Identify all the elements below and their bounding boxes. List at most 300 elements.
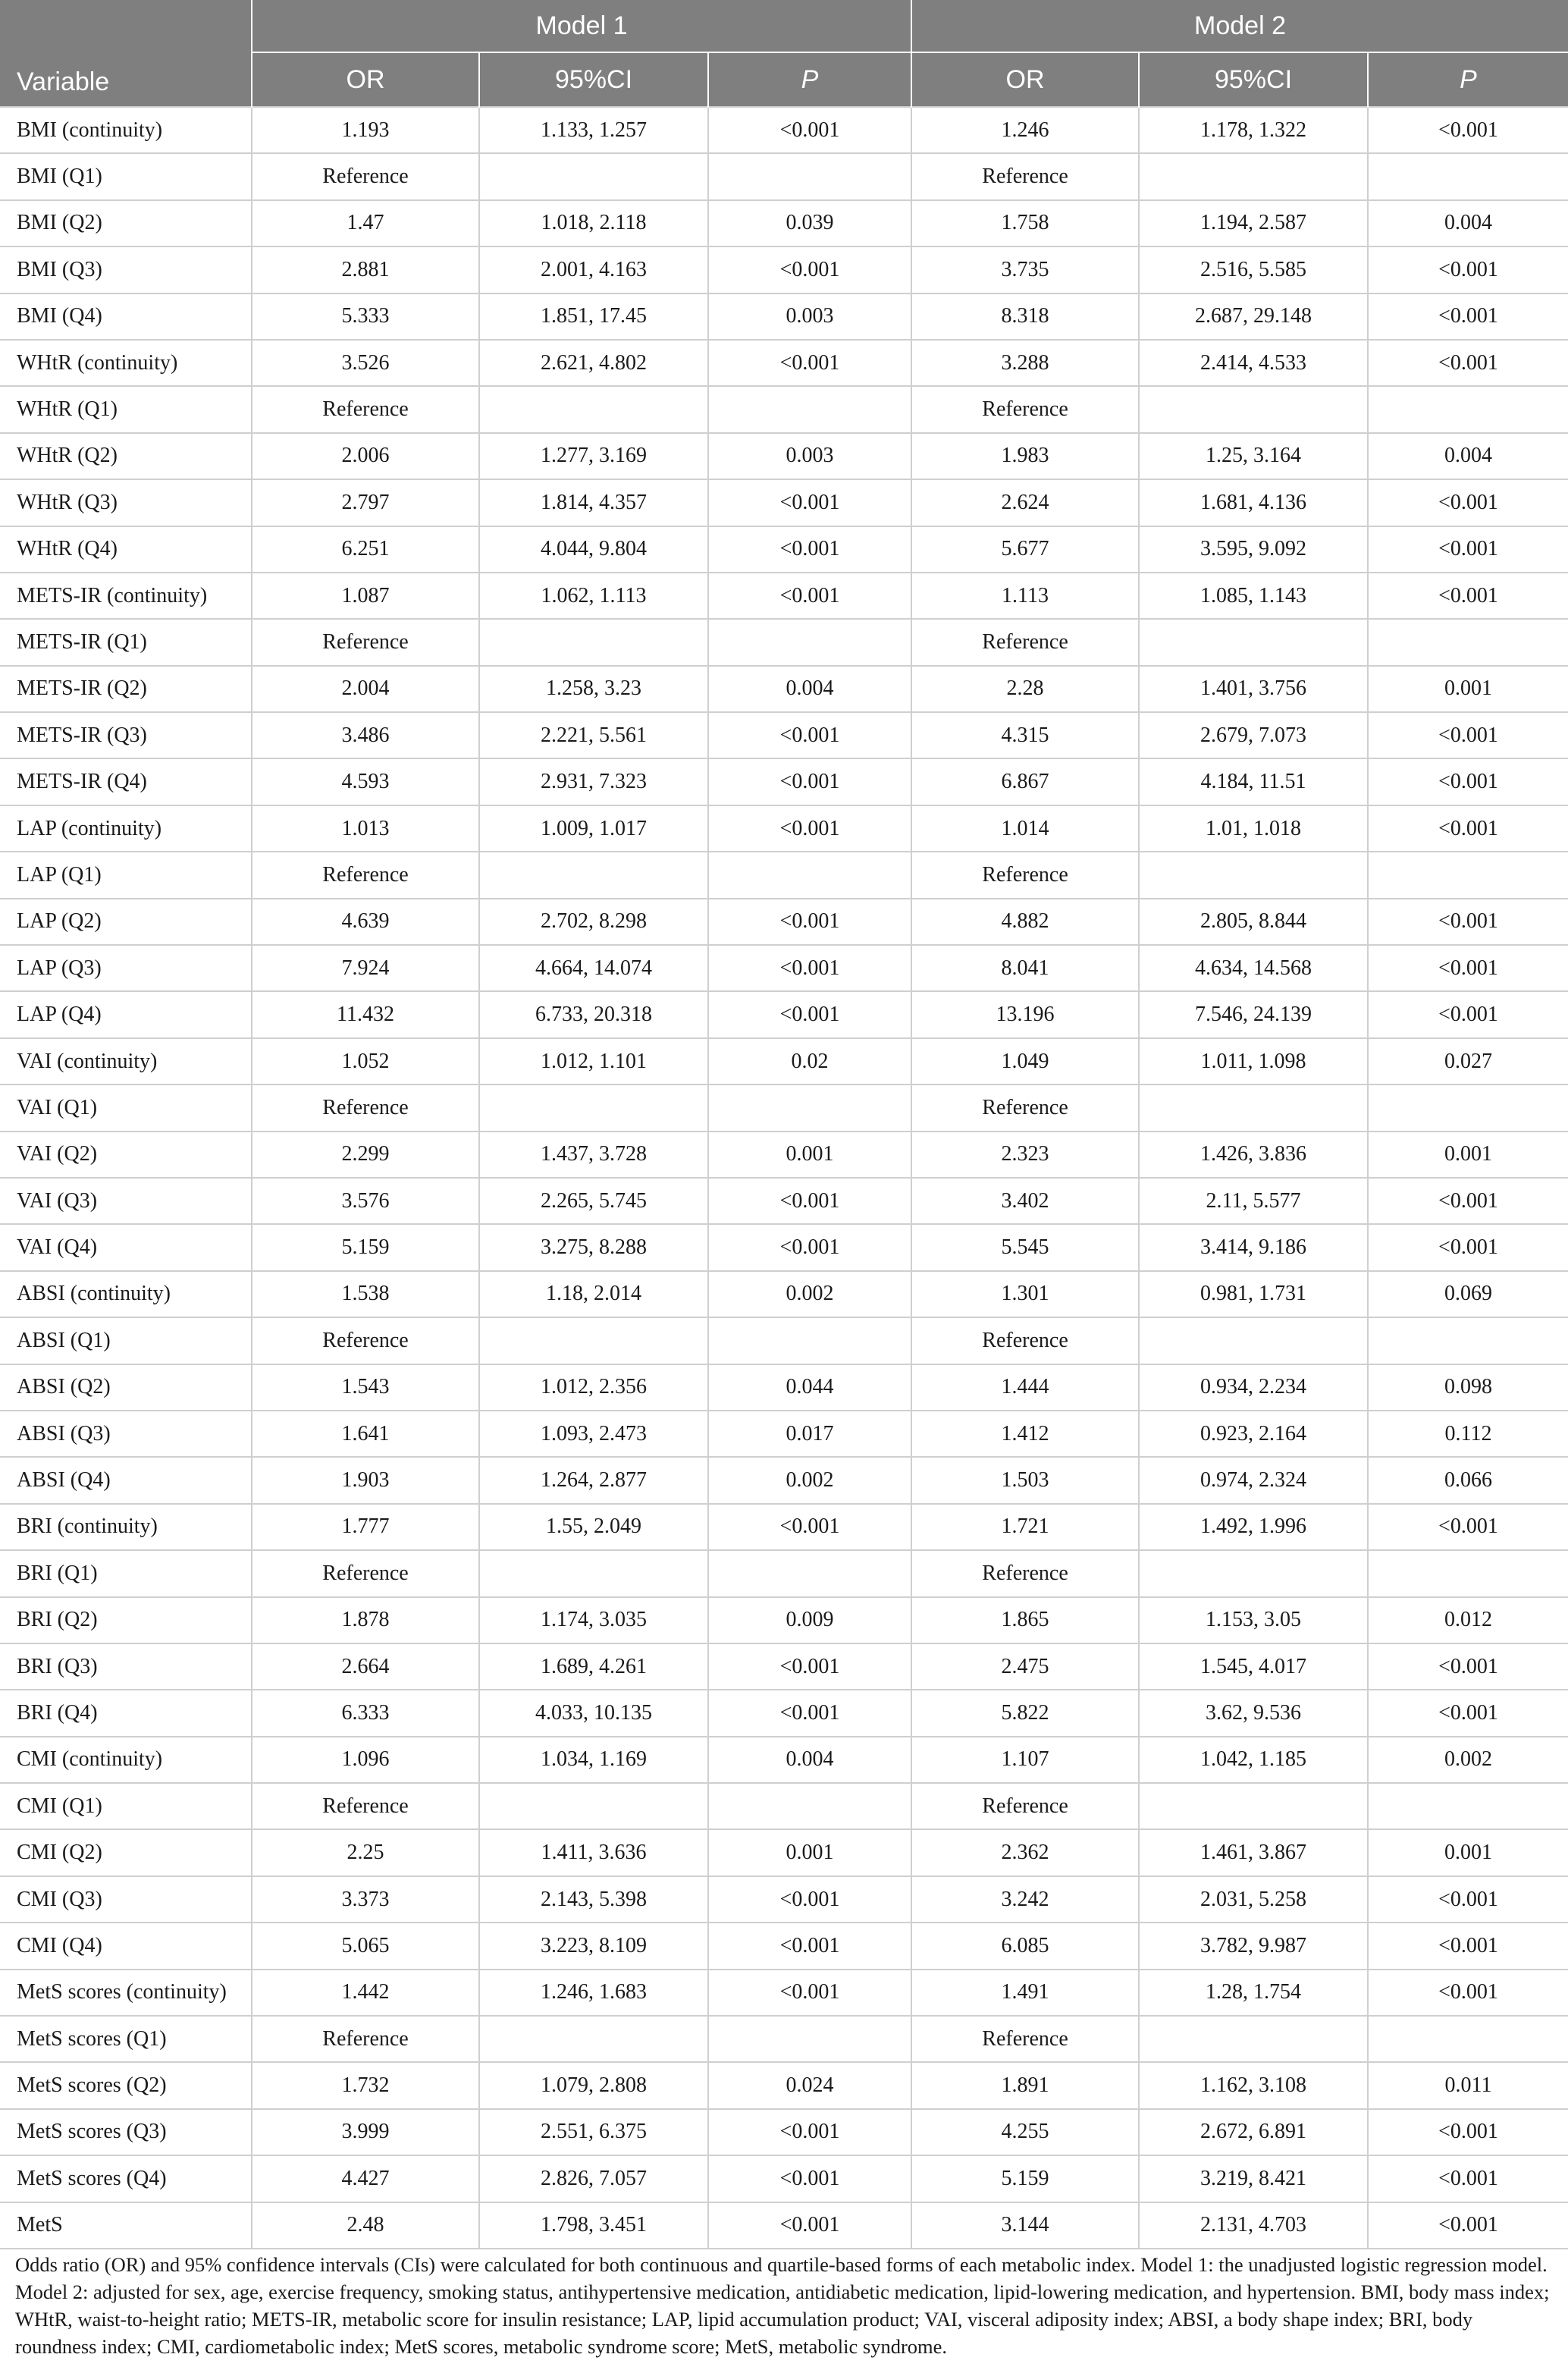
model1-or-cell: 2.664 [252, 1643, 479, 1690]
model2-p-cell [1368, 1550, 1568, 1596]
model2-ci-cell: 1.28, 1.754 [1139, 1970, 1368, 2016]
model2-ci-cell: 3.782, 9.987 [1139, 1923, 1368, 1969]
model1-or-cell: Reference [252, 852, 479, 898]
model2-or-cell: 2.624 [911, 479, 1139, 526]
variable-cell: VAI (Q1) [0, 1084, 252, 1131]
table-row [0, 1550, 1568, 1596]
model1-or-cell: Reference [252, 153, 479, 199]
table-row [0, 293, 1568, 340]
model2-ci-cell: 0.923, 2.164 [1139, 1411, 1368, 1457]
model1-p-cell: <0.001 [708, 573, 911, 619]
model2-ci-cell: 0.974, 2.324 [1139, 1457, 1368, 1503]
model2-ci-cell: 2.11, 5.577 [1139, 1178, 1368, 1224]
model2-p-cell: <0.001 [1368, 2202, 1568, 2249]
model2-or-cell: 3.735 [911, 246, 1139, 293]
model1-ci-cell: 1.034, 1.169 [479, 1737, 708, 1783]
model1-or-cell: 1.442 [252, 1970, 479, 2016]
variable-cell: BMI (Q3) [0, 246, 252, 293]
model1-or-cell: 1.543 [252, 1364, 479, 1411]
model1-p-cell [708, 852, 911, 898]
model1-p-cell: <0.001 [708, 1690, 911, 1736]
model1-p-cell [708, 386, 911, 432]
table-row [0, 945, 1568, 991]
table-row [0, 1643, 1568, 1690]
model2-ci-cell: 4.634, 14.568 [1139, 945, 1368, 991]
model2-ci-cell: 7.546, 24.139 [1139, 991, 1368, 1037]
model2-p-cell: 0.098 [1368, 1364, 1568, 1411]
model2-or-cell: 1.983 [911, 433, 1139, 479]
model1-or-cell: 1.777 [252, 1504, 479, 1550]
model2-p-cell: <0.001 [1368, 1178, 1568, 1224]
model1-ci-cell: 1.258, 3.23 [479, 666, 708, 712]
model2-ci-cell [1139, 153, 1368, 199]
table-row [0, 1457, 1568, 1503]
model2-p-cell [1368, 153, 1568, 199]
model1-p-cell: <0.001 [708, 1923, 911, 1969]
model2-p-cell: 0.066 [1368, 1457, 1568, 1503]
variable-cell: BMI (Q4) [0, 293, 252, 340]
table-row [0, 107, 1568, 153]
model2-or-cell: Reference [911, 153, 1139, 199]
variable-cell: CMI (Q2) [0, 1829, 252, 1875]
model1-ci-cell: 1.18, 2.014 [479, 1271, 708, 1317]
model1-p-cell [708, 2016, 911, 2062]
variable-cell: MetS scores (continuity) [0, 1970, 252, 2016]
table-row [0, 2062, 1568, 2108]
table-row [0, 1504, 1568, 1550]
model1-ci-cell [479, 386, 708, 432]
model2-or-cell: Reference [911, 2016, 1139, 2062]
model1-ci-cell [479, 153, 708, 199]
model1-or-cell: 1.878 [252, 1597, 479, 1643]
model1-ci-cell: 2.001, 4.163 [479, 246, 708, 293]
table-row [0, 2109, 1568, 2155]
model1-p-cell: <0.001 [708, 340, 911, 386]
model2-ci-cell [1139, 1317, 1368, 1364]
model1-ci-cell: 3.223, 8.109 [479, 1923, 708, 1969]
model1-or-cell: Reference [252, 386, 479, 432]
model1-or-cell: Reference [252, 2016, 479, 2062]
model1-ci-cell: 1.264, 2.877 [479, 1457, 708, 1503]
variable-cell: BRI (continuity) [0, 1504, 252, 1550]
model2-p-cell [1368, 852, 1568, 898]
model2-or-cell: 8.318 [911, 293, 1139, 340]
model1-p-cell: <0.001 [708, 899, 911, 945]
model1-ci-cell: 6.733, 20.318 [479, 991, 708, 1037]
model2-ci-cell: 1.461, 3.867 [1139, 1829, 1368, 1875]
model1-ci-cell: 1.814, 4.357 [479, 479, 708, 526]
table-row [0, 1829, 1568, 1875]
model1-ci-cell: 4.044, 9.804 [479, 526, 708, 573]
variable-cell: MetS scores (Q2) [0, 2062, 252, 2108]
model2-ci-cell: 3.219, 8.421 [1139, 2155, 1368, 2202]
model1-or-cell: Reference [252, 1550, 479, 1596]
model1-p-cell: <0.001 [708, 991, 911, 1037]
model1-or-cell: 2.797 [252, 479, 479, 526]
model2-p-cell: <0.001 [1368, 1923, 1568, 1969]
model1-or-cell: 11.432 [252, 991, 479, 1037]
model1-p-cell: 0.004 [708, 1737, 911, 1783]
table-row [0, 991, 1568, 1037]
model1-ci-cell: 1.55, 2.049 [479, 1504, 708, 1550]
model1-p-cell: 0.039 [708, 200, 911, 246]
model1-or-cell: 6.251 [252, 526, 479, 573]
variable-cell: BRI (Q3) [0, 1643, 252, 1690]
model1-or-cell: 2.004 [252, 666, 479, 712]
table-footnote: Odds ratio (OR) and 95% confidence intervals (CIs) were calculated for both continuous and quartile-based forms of each metabolic index. Model 1: the unadjusted logistic regression model. Model 2: adjusted for sex, age, exercise frequency, smoking status, antihypertensive medication, antidiabetic medication, lipid-lowering medication, and hypertension. BMI, body mass index; WHtR, waist-to-height ratio; METS-IR, metabolic score for insulin resistance; LAP, lipid accumulation product; VAI, visceral adiposity index; ABSI, a body shape index; BRI, body roundness index; CMI, cardiometabolic index; MetS scores, metabolic syndrome score; MetS, metabolic syndrome. [15, 2253, 1550, 2358]
model-2-header: Model 2 [911, 0, 1568, 52]
table-row [0, 1038, 1568, 1084]
p-header: P [708, 52, 911, 107]
model2-p-cell [1368, 386, 1568, 432]
table-row [0, 852, 1568, 898]
model1-p-cell: 0.024 [708, 2062, 911, 2108]
model2-p-cell [1368, 2016, 1568, 2062]
model1-ci-cell: 1.851, 17.45 [479, 293, 708, 340]
model2-ci-cell [1139, 1550, 1368, 1596]
model2-p-cell: <0.001 [1368, 1504, 1568, 1550]
table-row [0, 340, 1568, 386]
model2-p-cell: 0.002 [1368, 1737, 1568, 1783]
table-row [0, 1597, 1568, 1643]
model2-p-cell: <0.001 [1368, 899, 1568, 945]
model1-or-cell: 1.732 [252, 2062, 479, 2108]
model2-ci-cell: 1.681, 4.136 [1139, 479, 1368, 526]
variable-cell: WHtR (Q3) [0, 479, 252, 526]
model1-p-cell: <0.001 [708, 246, 911, 293]
model1-or-cell: 4.593 [252, 758, 479, 805]
model1-ci-cell: 1.689, 4.261 [479, 1643, 708, 1690]
model2-ci-cell: 1.401, 3.756 [1139, 666, 1368, 712]
table-row [0, 758, 1568, 805]
model1-ci-cell [479, 1317, 708, 1364]
model2-ci-cell: 2.672, 6.891 [1139, 2109, 1368, 2155]
model2-or-cell: 3.242 [911, 1876, 1139, 1923]
model-1-header: Model 1 [252, 0, 911, 52]
table-row [0, 246, 1568, 293]
variable-cell: WHtR (Q1) [0, 386, 252, 432]
model1-p-cell: <0.001 [708, 805, 911, 852]
variable-cell: VAI (Q2) [0, 1132, 252, 1178]
model2-p-cell [1368, 1084, 1568, 1131]
model2-or-cell: 1.412 [911, 1411, 1139, 1457]
model2-p-cell: <0.001 [1368, 805, 1568, 852]
model1-ci-cell: 1.411, 3.636 [479, 1829, 708, 1875]
table-row [0, 899, 1568, 945]
model1-ci-cell: 2.143, 5.398 [479, 1876, 708, 1923]
model2-or-cell: 1.107 [911, 1737, 1139, 1783]
model2-or-cell: 5.545 [911, 1224, 1139, 1270]
model2-p-cell: <0.001 [1368, 340, 1568, 386]
model1-p-cell: 0.004 [708, 666, 911, 712]
model1-ci-cell [479, 1550, 708, 1596]
model2-p-cell: <0.001 [1368, 2109, 1568, 2155]
model1-p-cell: <0.001 [708, 2109, 911, 2155]
model2-p-cell: <0.001 [1368, 1224, 1568, 1270]
model1-or-cell: 2.25 [252, 1829, 479, 1875]
model2-or-cell: 1.865 [911, 1597, 1139, 1643]
variable-cell: METS-IR (Q4) [0, 758, 252, 805]
model2-or-cell: Reference [911, 386, 1139, 432]
model1-ci-cell: 1.018, 2.118 [479, 200, 708, 246]
model1-p-cell: <0.001 [708, 1876, 911, 1923]
model2-p-cell: 0.011 [1368, 2062, 1568, 2108]
table-row [0, 479, 1568, 526]
variable-cell: WHtR (Q4) [0, 526, 252, 573]
variable-cell: CMI (continuity) [0, 1737, 252, 1783]
model1-p-cell: <0.001 [708, 526, 911, 573]
model2-or-cell: 8.041 [911, 945, 1139, 991]
model2-or-cell: 3.288 [911, 340, 1139, 386]
variable-cell: LAP (Q3) [0, 945, 252, 991]
model2-ci-cell: 2.679, 7.073 [1139, 712, 1368, 758]
variable-cell: VAI (Q4) [0, 1224, 252, 1270]
model1-ci-cell: 1.437, 3.728 [479, 1132, 708, 1178]
model2-p-cell: 0.004 [1368, 433, 1568, 479]
model2-ci-cell: 0.981, 1.731 [1139, 1271, 1368, 1317]
model2-p-cell: <0.001 [1368, 107, 1568, 153]
table-row [0, 1690, 1568, 1736]
table-row [0, 1737, 1568, 1783]
table-row [0, 1923, 1568, 1969]
variable-cell: BMI (Q1) [0, 153, 252, 199]
table-row [0, 153, 1568, 199]
model2-ci-cell: 1.492, 1.996 [1139, 1504, 1368, 1550]
model1-ci-cell: 1.009, 1.017 [479, 805, 708, 852]
model1-p-cell: 0.003 [708, 293, 911, 340]
model2-or-cell: 4.882 [911, 899, 1139, 945]
model1-ci-cell: 1.246, 1.683 [479, 1970, 708, 2016]
model2-p-cell: <0.001 [1368, 573, 1568, 619]
variable-cell: METS-IR (Q1) [0, 619, 252, 665]
model1-ci-cell: 4.033, 10.135 [479, 1690, 708, 1736]
model2-p-cell [1368, 1783, 1568, 1829]
table-row [0, 2202, 1568, 2249]
table-row [0, 1876, 1568, 1923]
model1-p-cell: <0.001 [708, 2155, 911, 2202]
model2-or-cell: 1.049 [911, 1038, 1139, 1084]
model1-p-cell: <0.001 [708, 712, 911, 758]
model2-p-cell: <0.001 [1368, 712, 1568, 758]
model2-p-cell: <0.001 [1368, 945, 1568, 991]
variable-cell: WHtR (continuity) [0, 340, 252, 386]
variable-cell: LAP (Q1) [0, 852, 252, 898]
model2-ci-cell: 3.62, 9.536 [1139, 1690, 1368, 1736]
model2-p-cell: 0.027 [1368, 1038, 1568, 1084]
model2-or-cell: Reference [911, 1317, 1139, 1364]
model2-or-cell: 4.255 [911, 2109, 1139, 2155]
model2-ci-cell: 1.085, 1.143 [1139, 573, 1368, 619]
table-row [0, 1783, 1568, 1829]
model1-p-cell: 0.017 [708, 1411, 911, 1457]
table-row [0, 805, 1568, 852]
model2-ci-cell [1139, 2016, 1368, 2062]
table-row [0, 1084, 1568, 1131]
model1-p-cell: <0.001 [708, 479, 911, 526]
model2-or-cell: 5.159 [911, 2155, 1139, 2202]
model-header-row [0, 0, 1568, 52]
model2-or-cell: 3.402 [911, 1178, 1139, 1224]
variable-cell: METS-IR (continuity) [0, 573, 252, 619]
model2-ci-cell [1139, 386, 1368, 432]
model1-or-cell: 1.193 [252, 107, 479, 153]
model1-p-cell: 0.001 [708, 1132, 911, 1178]
model1-ci-cell: 2.931, 7.323 [479, 758, 708, 805]
model2-p-cell: <0.001 [1368, 1970, 1568, 2016]
model2-or-cell: Reference [911, 852, 1139, 898]
table-row [0, 1271, 1568, 1317]
table-row [0, 619, 1568, 665]
model2-p-cell: <0.001 [1368, 2155, 1568, 2202]
model2-p-cell: <0.001 [1368, 293, 1568, 340]
model2-ci-cell: 3.595, 9.092 [1139, 526, 1368, 573]
model2-ci-cell: 1.01, 1.018 [1139, 805, 1368, 852]
model2-p-cell: 0.001 [1368, 666, 1568, 712]
model1-ci-cell [479, 852, 708, 898]
model1-or-cell: 3.526 [252, 340, 479, 386]
model1-p-cell: <0.001 [708, 945, 911, 991]
model1-or-cell: 5.159 [252, 1224, 479, 1270]
model2-or-cell: 4.315 [911, 712, 1139, 758]
model1-or-cell: 1.47 [252, 200, 479, 246]
model1-or-cell: 2.48 [252, 2202, 479, 2249]
model1-p-cell: 0.002 [708, 1457, 911, 1503]
model1-ci-cell: 2.621, 4.802 [479, 340, 708, 386]
model2-or-cell: 2.475 [911, 1643, 1139, 1690]
table-row [0, 1317, 1568, 1364]
model2-ci-cell: 1.162, 3.108 [1139, 2062, 1368, 2108]
model2-or-cell: Reference [911, 1550, 1139, 1596]
table-row [0, 2155, 1568, 2202]
model2-ci-cell: 4.184, 11.51 [1139, 758, 1368, 805]
variable-cell: ABSI (Q2) [0, 1364, 252, 1411]
model1-p-cell: 0.044 [708, 1364, 911, 1411]
variable-cell: LAP (Q2) [0, 899, 252, 945]
model1-ci-cell [479, 619, 708, 665]
model2-or-cell: 13.196 [911, 991, 1139, 1037]
model1-or-cell: Reference [252, 1317, 479, 1364]
table-row [0, 1970, 1568, 2016]
model2-or-cell: 6.867 [911, 758, 1139, 805]
model1-ci-cell: 1.133, 1.257 [479, 107, 708, 153]
variable-cell: BRI (Q2) [0, 1597, 252, 1643]
model2-p-cell: <0.001 [1368, 1876, 1568, 1923]
variable-cell: LAP (Q4) [0, 991, 252, 1037]
ci-header: 95%CI [479, 52, 708, 107]
model1-or-cell: 3.373 [252, 1876, 479, 1923]
variable-cell: ABSI (continuity) [0, 1271, 252, 1317]
model2-or-cell: 2.362 [911, 1829, 1139, 1875]
variable-cell: ABSI (Q1) [0, 1317, 252, 1364]
model2-ci-cell [1139, 1783, 1368, 1829]
table-row [0, 200, 1568, 246]
model2-ci-cell: 1.042, 1.185 [1139, 1737, 1368, 1783]
variable-cell: BMI (Q2) [0, 200, 252, 246]
model1-p-cell [708, 1783, 911, 1829]
model1-or-cell: 6.333 [252, 1690, 479, 1736]
model1-ci-cell: 1.798, 3.451 [479, 2202, 708, 2249]
model2-p-cell: 0.001 [1368, 1829, 1568, 1875]
model1-ci-cell: 4.664, 14.074 [479, 945, 708, 991]
model2-or-cell: 1.113 [911, 573, 1139, 619]
model2-ci-cell [1139, 619, 1368, 665]
model1-ci-cell: 3.275, 8.288 [479, 1224, 708, 1270]
variable-cell: BMI (continuity) [0, 107, 252, 153]
model1-ci-cell: 2.221, 5.561 [479, 712, 708, 758]
model1-ci-cell [479, 1084, 708, 1131]
model1-or-cell: Reference [252, 619, 479, 665]
model2-or-cell: 1.721 [911, 1504, 1139, 1550]
table-row [0, 1224, 1568, 1270]
variable-cell: MetS scores (Q3) [0, 2109, 252, 2155]
model1-p-cell [708, 1084, 911, 1131]
model1-ci-cell [479, 1783, 708, 1829]
model1-or-cell: 1.052 [252, 1038, 479, 1084]
model2-ci-cell: 2.516, 5.585 [1139, 246, 1368, 293]
model1-or-cell: 1.096 [252, 1737, 479, 1783]
model1-p-cell: 0.002 [708, 1271, 911, 1317]
model1-ci-cell: 1.079, 2.808 [479, 2062, 708, 2108]
model2-or-cell: 6.085 [911, 1923, 1139, 1969]
variable-cell: CMI (Q1) [0, 1783, 252, 1829]
variable-cell: LAP (continuity) [0, 805, 252, 852]
model2-p-cell: 0.069 [1368, 1271, 1568, 1317]
table-row [0, 1364, 1568, 1411]
model2-p-cell: <0.001 [1368, 479, 1568, 526]
model2-ci-cell: 3.414, 9.186 [1139, 1224, 1368, 1270]
model1-or-cell: 7.924 [252, 945, 479, 991]
model2-ci-cell: 1.194, 2.587 [1139, 200, 1368, 246]
variable-cell: BRI (Q1) [0, 1550, 252, 1596]
model1-or-cell: 3.486 [252, 712, 479, 758]
model2-or-cell: 1.891 [911, 2062, 1139, 2108]
table-row [0, 386, 1568, 432]
model2-or-cell: 1.014 [911, 805, 1139, 852]
model2-p-cell: <0.001 [1368, 758, 1568, 805]
variable-cell: CMI (Q3) [0, 1876, 252, 1923]
model2-or-cell: 1.503 [911, 1457, 1139, 1503]
model2-ci-cell: 2.414, 4.533 [1139, 340, 1368, 386]
model1-p-cell [708, 153, 911, 199]
variable-cell: WHtR (Q2) [0, 433, 252, 479]
table-row [0, 433, 1568, 479]
model2-or-cell: 5.822 [911, 1690, 1139, 1736]
ci-header: 95%CI [1139, 52, 1368, 107]
model1-p-cell [708, 1317, 911, 1364]
variable-cell: MetS scores (Q4) [0, 2155, 252, 2202]
model2-p-cell: 0.001 [1368, 1132, 1568, 1178]
model1-p-cell [708, 619, 911, 665]
model1-p-cell: 0.001 [708, 1829, 911, 1875]
table-row [0, 526, 1568, 573]
model1-or-cell: 3.576 [252, 1178, 479, 1224]
model2-or-cell: Reference [911, 1783, 1139, 1829]
model1-p-cell: <0.001 [708, 2202, 911, 2249]
model1-p-cell: <0.001 [708, 1224, 911, 1270]
variable-cell: ABSI (Q3) [0, 1411, 252, 1457]
model2-or-cell: 2.323 [911, 1132, 1139, 1178]
model2-p-cell: 0.004 [1368, 200, 1568, 246]
model1-p-cell: <0.001 [708, 1970, 911, 2016]
model2-ci-cell: 1.426, 3.836 [1139, 1132, 1368, 1178]
model2-ci-cell: 2.687, 29.148 [1139, 293, 1368, 340]
model1-or-cell: 1.903 [252, 1457, 479, 1503]
model2-or-cell: 1.758 [911, 200, 1139, 246]
model2-or-cell: 3.144 [911, 2202, 1139, 2249]
model2-ci-cell: 1.545, 4.017 [1139, 1643, 1368, 1690]
table-row [0, 1178, 1568, 1224]
model1-or-cell: 2.006 [252, 433, 479, 479]
